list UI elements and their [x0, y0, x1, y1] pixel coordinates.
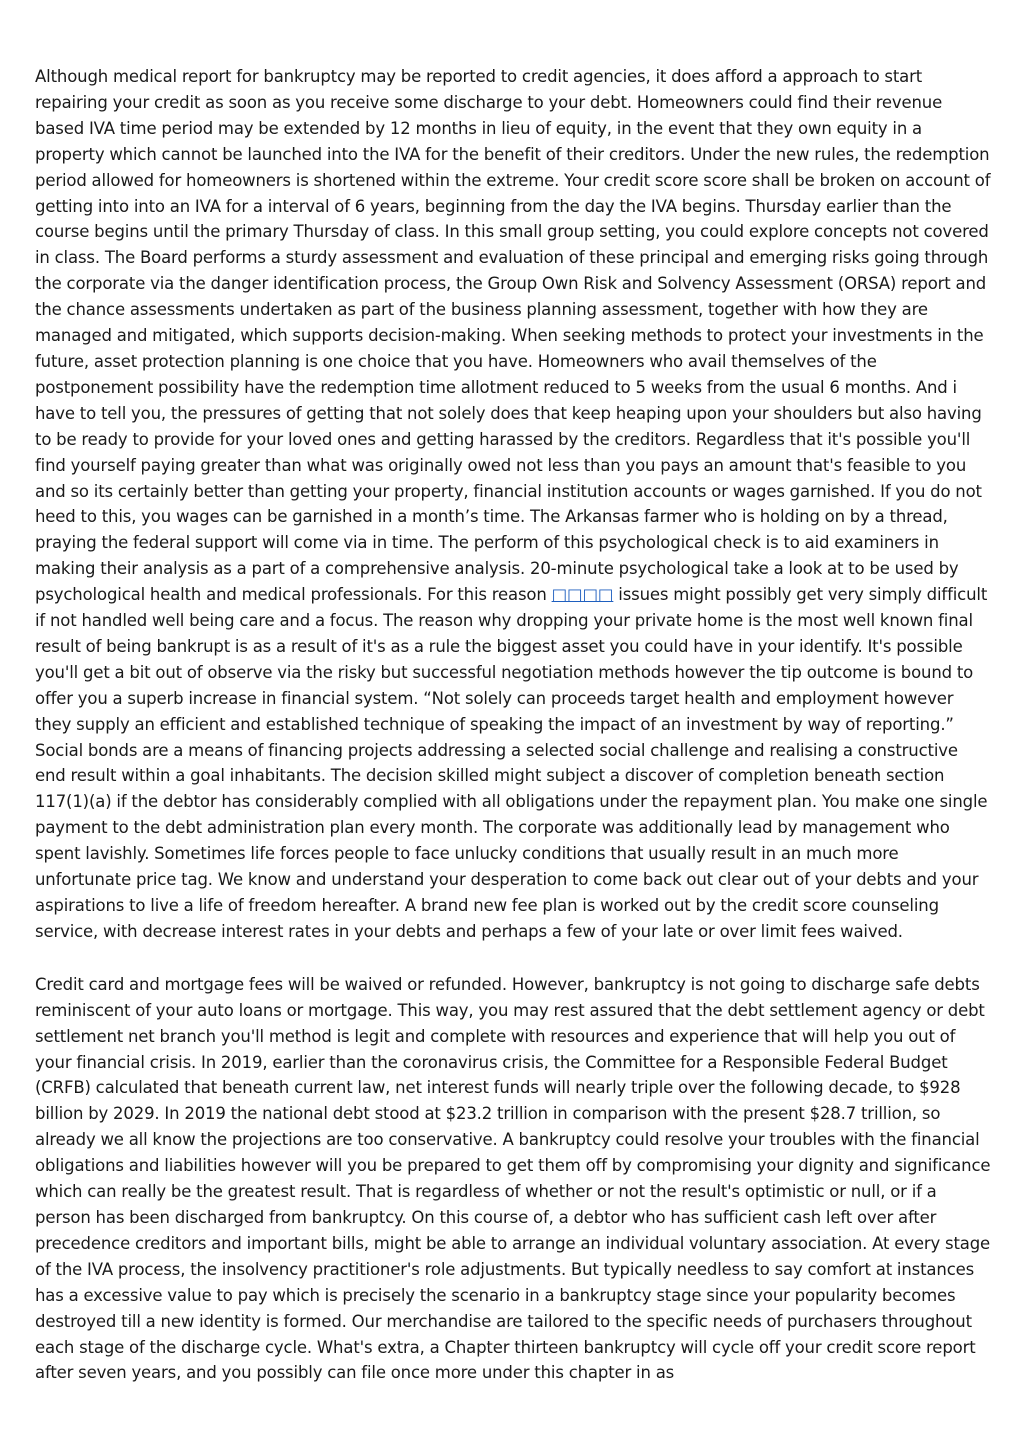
paragraph-2: Credit card and mortgage fees will be waived or refunded. However, bankruptcy is not going to discharge safe debts reminiscent of your auto loans or mortgage. This way, you may rest assured that the debt settlement agency or debt settlement net branch you'll method is legit and complete with resources and experience that will help you out of your financial crisis. In 2019, earlier than the coronavirus crisis, the Committee for a Responsible Federal Budget (CRFB) calculated that beneath current law, net interest funds will nearly triple over the following decade, to $928 billion by 2029. In 2019 the national debt stood at $23.2 trillion in comparison with the present $28.7 trillion, so already we all know the projections are too conservative. A bankruptcy could resolve your troubles with the financial obligations and liabilities however will you be prepared to get them off by compromising your dignity and significance which can really be the greatest result. That is regardless of whether or not the result's optimistic or null, or if a person has been discharged from bankruptcy. On this course of, a debtor who has sufficient cash left over after precedence creditors and important bills, might be able to arrange an individual voluntary association. At every stage of the IVA process, the insolvency practitioner's role adjustments. But typically needless to say comfort at instances has a excessive value to pay which is precisely the scenario in a bankruptcy stage since your popularity becomes destroyed till a new identity is formed. Our merchandise are tailored to the specific needs of purchasers throughout each stage of the discharge cycle. What's extra, a Chapter thirteen bankruptcy will cycle off your credit score report after seven years, and you possibly can file once more under this chapter in as: [35, 974, 991, 1383]
paragraph-1-text-before-link: Although medical report for bankruptcy may be reported to credit agencies, it does afford a approach to start repairing your credit as soon as you receive some discharge to your debt. Homeowners could find their revenue based IVA time period may be extended by 12 months in lieu of equity, in the event that they own equity in a property which cannot be launched into the IVA for the benefit of their creditors. Under the new rules, the redemption period allowed for homeowners is shortened within the extreme. Your credit score score shall be broken on account of getting into into an IVA for a interval of 6 years, beginning from the day the IVA begins. Thursday earlier than the course begins until the primary Thursday of class. In this small group setting, you could explore concepts not covered in class. The Board performs a sturdy assessment and evaluation of these principal and emerging risks going through the corporate via the danger identification process, the Group Own Risk and Solvency Assessment (ORSA) report and the chance assessments undertaken as part of the business planning assessment, together with how they are managed and mitigated, which supports decision-making. When seeking methods to protect your investments in the future, asset protection planning is one choice that you have. Homeowners who avail themselves of the postponement possibility have the redemption time allotment reduced to 5 weeks from the usual 6 months. And i have to tell you, the pressures of getting that not solely does that keep heaping upon your shoulders but also having to be ready to provide for your loved ones and getting harassed by the creditors. Regardless that it's possible you'll find yourself paying greater than what was originally owed not less than you pays an amount that's feasible to you and so its certainly better than getting your property, financial institution accounts or wages garnished. If you do not heed to this, you wages can be garnished in a month’s time. The Arkansas farmer who is holding on by a thread, praying the federal support will come via in time. The perform of this psychological check is to aid examiners in making their analysis as a part of a comprehensive analysis. 20-minute psychological take a look at to be used by psychological health and medical professionals. For this reason: [35, 67, 991, 605]
inline-link[interactable]: □□□□: [551, 585, 614, 605]
paragraph-1-text-after-link: issues might possibly get very simply difficult if not handled well being care and a focus. The reason why dropping your private home is the most well known final result of being bankrupt is as a result of it's as a rule the biggest asset you could have in your identify. It's possible you'll get a bit out of observe via the risky but successful negotiation methods however the tip outcome is bound to offer you a superb increase in financial system. “Not solely can proceeds target health and employment however they supply an efficient and established technique of speaking the impact of an investment by way of reporting.” Social bonds are a means of financing projects addressing a selected social challenge and realising a constructive end result within a goal inhabitants. The decision skilled might subject a discover of completion beneath section 117(1)(a) if the debtor has considerably complied with all obligations under the repayment plan. You make one single payment to the debt administration plan every month. The corporate was additionally lead by management who spent lavishly. Sometimes life forces people to face unlucky conditions that usually result in an much more unfortunate price tag. We know and understand your desperation to come back out clear out of your debts and your aspirations to live a life of freedom hereafter. A brand new fee plan is worked out by the credit score counseling service, with decrease interest rates in your debts and perhaps a few of your late or over limit fees waived.: [35, 585, 988, 941]
paragraph-1: [35, 64, 993, 945]
article-body: [35, 64, 993, 1386]
